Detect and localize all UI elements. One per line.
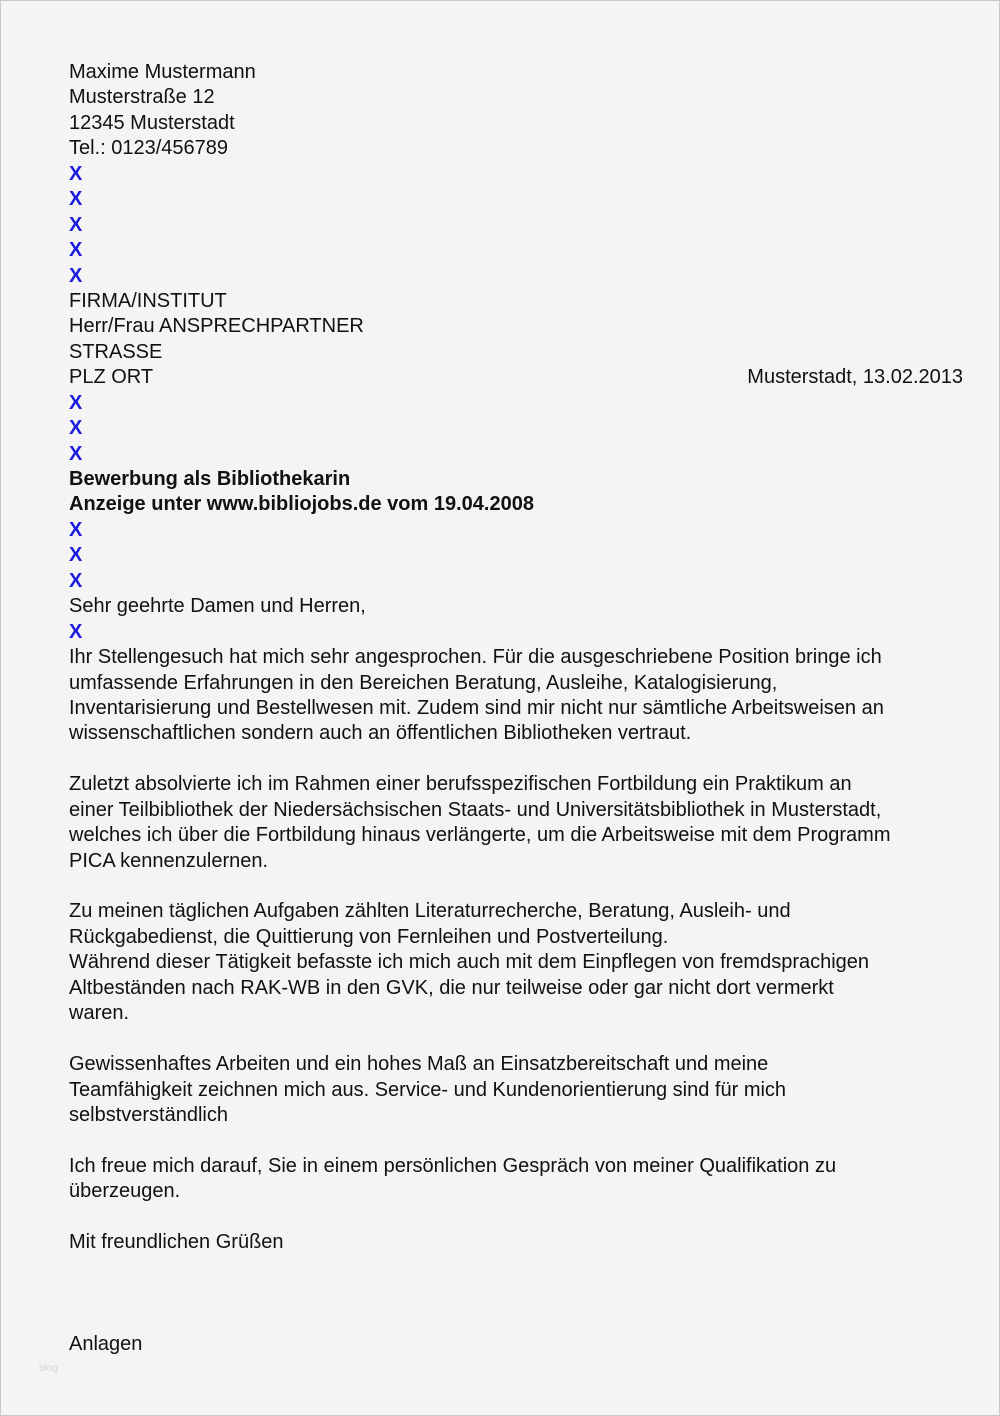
spacer-marker: X — [69, 518, 83, 541]
paragraph-line: Ihr Stellengesuch hat mich sehr angesprochen. Für die ausgeschriebene Position bringe ich — [69, 646, 882, 669]
spacer-marker: X — [69, 162, 83, 185]
paragraph-line: umfassende Erfahrungen in den Bereichen Beratung, Ausleihe, Katalogisierung, — [69, 671, 778, 694]
paragraph-line: Zuletzt absolvierte ich im Rahmen einer berufsspezifischen Fortbildung ein Praktikum an — [69, 773, 852, 796]
paragraph-line: selbstverständlich — [69, 1103, 228, 1126]
paragraph-line: welches ich über die Fortbildung hinaus verlängerte, um die Arbeitsweise mit dem Programm — [69, 824, 891, 847]
watermark: blog — [39, 1363, 58, 1374]
paragraph-line: Teamfähigkeit zeichnen mich aus. Service- und Kundenorientierung sind für mich — [69, 1078, 787, 1101]
paragraph-line: Inventarisierung und Bestellwesen mit. Zudem sind mir nicht nur sämtliche Arbeitsweisen an — [69, 696, 884, 719]
sender-name: Maxime Mustermann — [69, 61, 256, 83]
paragraph — [69, 645, 959, 747]
spacer-marker: X — [69, 264, 83, 287]
paragraph-line: einer Teilbibliothek der Niedersächsischen Staats- und Universitätsbibliothek in Musterstadt, — [69, 798, 882, 821]
paragraph — [69, 772, 959, 874]
sender-street: Musterstraße 12 — [69, 86, 215, 109]
paragraph — [69, 899, 959, 1026]
letter — [69, 60, 963, 1357]
spacer-marker: X — [69, 620, 83, 643]
spacer-marker: X — [69, 391, 83, 414]
spacer-marker: X — [69, 239, 83, 262]
spacer-marker: X — [69, 442, 83, 465]
paragraph-line: Ich freue mich darauf, Sie in einem persönlichen Gespräch von meiner Qualifikation zu — [69, 1154, 837, 1177]
paragraph-line: wissenschaftlichen sondern auch an öffentlichen Bibliotheken vertraut. — [69, 722, 692, 745]
paragraph-line: Zu meinen täglichen Aufgaben zählten Literaturrecherche, Beratung, Ausleih- und — [69, 900, 791, 923]
subject-line-2: Anzeige unter www.bibliojobs.de vom 19.04.2008 — [69, 493, 534, 516]
sender-city: 12345 Musterstadt — [69, 111, 235, 134]
paragraph-line: Während dieser Tätigkeit befasste ich mich auch mit dem Einpflegen von fremdsprachigen — [69, 951, 870, 974]
recipient-street: STRASSE — [69, 340, 163, 363]
salutation: Sehr geehrte Damen und Herren, — [69, 595, 366, 618]
sender-phone: Tel.: 0123/456789 — [69, 137, 229, 160]
recipient-city-row — [69, 365, 963, 390]
place-date: Musterstadt, 13.02.2013 — [747, 366, 963, 389]
recipient-company: FIRMA/INSTITUT — [69, 289, 227, 312]
paragraph-line: Gewissenhaftes Arbeiten und ein hohes Maß an Einsatzbereitschaft und meine — [69, 1053, 769, 1076]
recipient-contact: Herr/Frau ANSPRECHPARTNER — [69, 315, 364, 338]
paragraph-line: PICA kennenzulernen. — [69, 849, 269, 872]
enclosures: Anlagen — [69, 1332, 143, 1355]
paragraph-line: waren. — [69, 1002, 130, 1025]
letter-body — [69, 645, 959, 1230]
paragraph-line: Altbeständen nach RAK-WB in den GVK, die nur teilweise oder gar nicht dort vermerkt — [69, 976, 834, 999]
spacer-marker: X — [69, 569, 83, 592]
subject-line-1: Bewerbung als Bibliothekarin — [69, 468, 351, 490]
spacer-marker: X — [69, 544, 83, 567]
closing: Mit freundlichen Grüßen — [69, 1231, 284, 1254]
paragraph — [69, 1154, 959, 1205]
paragraph-line: Rückgabedienst, die Quittierung von Fernleihen und Postverteilung. — [69, 925, 669, 948]
spacer-marker: X — [69, 213, 83, 236]
paragraph — [69, 1052, 959, 1128]
spacer-marker: X — [69, 188, 83, 211]
recipient-city: PLZ ORT — [69, 366, 154, 389]
paragraph-line: überzeugen. — [69, 1180, 181, 1203]
spacer-marker: X — [69, 417, 83, 440]
